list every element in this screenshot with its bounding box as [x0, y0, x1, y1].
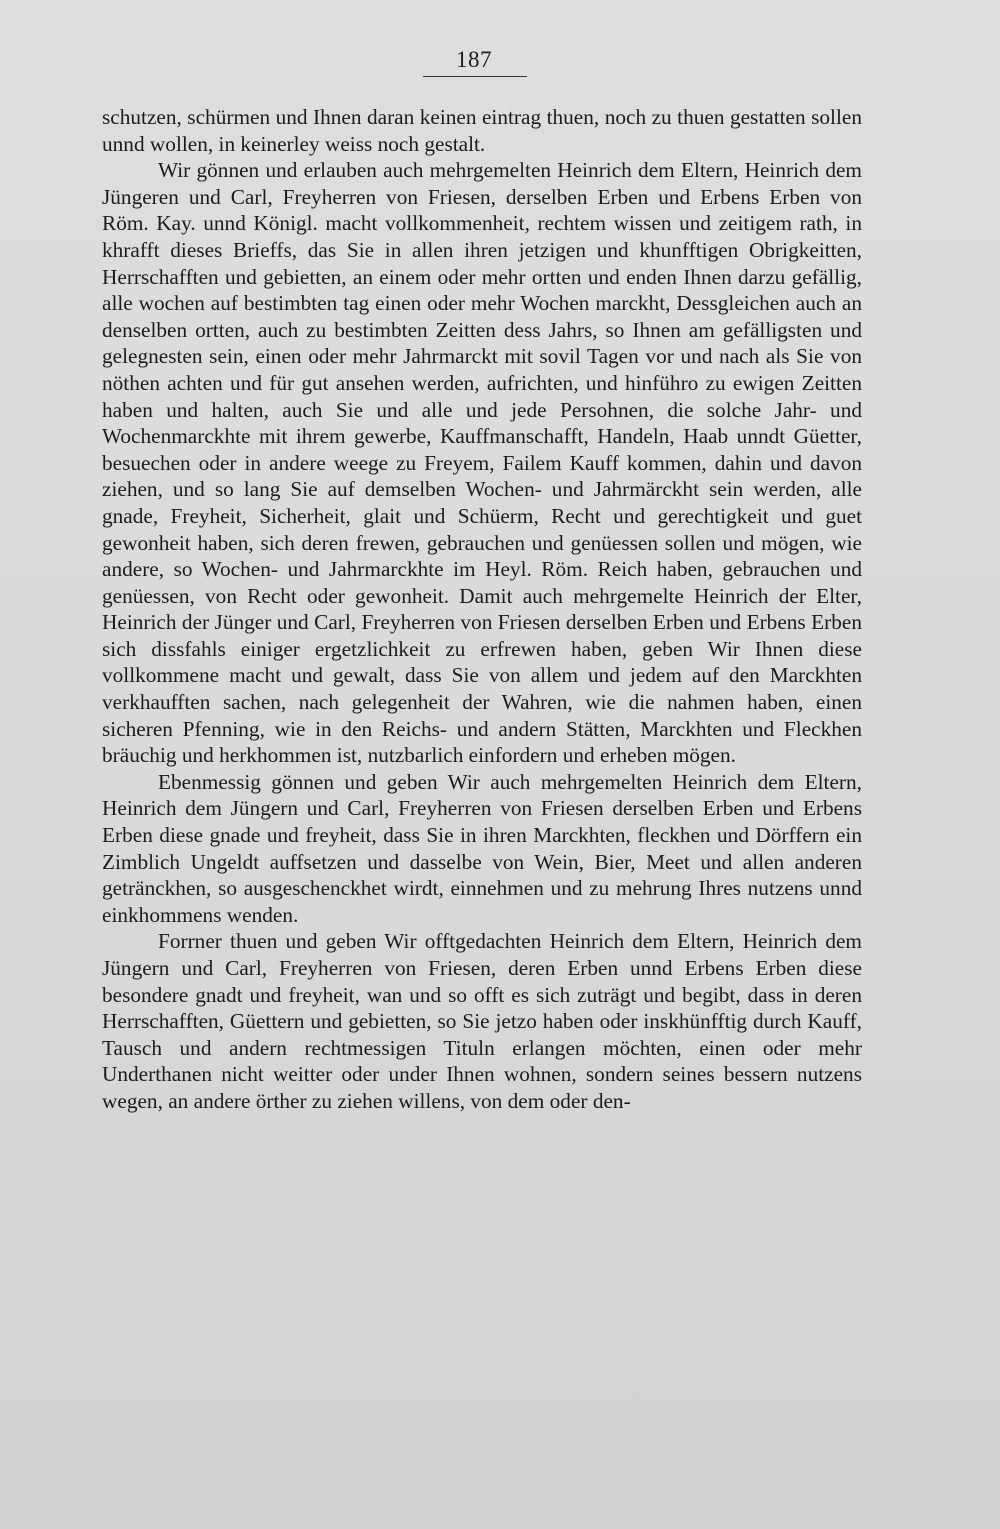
body-text [102, 104, 862, 1115]
page-number: 187 [456, 47, 492, 72]
paragraph: schutzen, schürmen und Ihnen daran keinen eintrag thuen, noch zu thuen gestatten sollen unnd wollen, in keinerley weiss noch gestalt. [102, 105, 862, 156]
page-number-rule [423, 76, 527, 77]
paragraph: Forrner thuen und geben Wir offtgedachten Heinrich dem Eltern, Heinrich dem Jüngern und Carl, Freyherren von Friesen, deren Erben unnd Erbens Erben diese besondere gnadt und freyheit, wan und so offt es sich zuträgt und begibt, dass in deren Herrschafften, Güettern und gebietten, so Sie jetzo haben oder inskhünfftig durch Kauff, Tausch und andern rechtmessigen Tituln erlangen möchten, einen oder mehr Underthanen nicht weitter oder under Ihnen wohnen, sondern seines bessern nutzens wegen, an andere örther zu ziehen willens, von dem oder den- [102, 929, 862, 1113]
paragraph: Ebenmessig gönnen und geben Wir auch mehrgemelten Heinrich dem Eltern, Heinrich dem Jüngern und Carl, Freyherren von Friesen derselben Erben und Erbens Erben diese gnade und freyheit, dass Sie in ihren Marckhten, fleckhen und Dörffern ein Zimblich Ungeldt auffsetzen und dasselbe von Wein, Bier, Meet und allen anderen getränckhen, so ausgeschenckhet wirdt, einnehmen und zu mehrung Ihres nutzens unnd einkhommens wenden. [102, 769, 862, 927]
paragraph: Wir gönnen und erlauben auch mehrgemelten Heinrich dem Eltern, Heinrich dem Jüngeren und Carl, Freyherren von Friesen, derselben Erben und Erbens Erben von Röm. Kay. unnd Königl. macht vollkommenheit, rechtem wissen und zeitigem rath, in khrafft dieses Brieffs, das Sie in allen ihren jetzigen und khunfftigen Obrigkeitten, Herrschafften und gebietten, an einem oder mehr ortten und enden Ihnen darzu gefällig, alle wochen auf bestimbten tag einen oder mehr Wochen marckht, Dessgleichen auch an denselben ortten, auch zu bestimbten Zeitten dess Jahrs, so Ihnen am gefälligsten und gelegnesten sein, einen oder mehr Jahrmarckt mit sovil Tagen vor und nach als Sie von nöthen achten und für gut ansehen werden, aufrichten, und hinführo zu ewigen Zeitten haben und halten, auch Sie und alle und jede Persohnen, die solche Jahr- und Wochenmarckhte mit ihrem gewerbe, Kauffmanschafft, Handeln, Haab unndt Güetter, besuechen oder in andere weege zu Freyem, Failem Kauff kommen, dahin und davon ziehen, und so lang Sie auf demselben Wochen- und Jahrmärckht sein werden, alle gnade, Freyheit, Sicherheit, glait und Schüerm, Recht und gerechtigkeit und guet gewonheit haben, sich deren frewen, gebrauchen und genüessen sollen und mögen, wie andere, so Wochen- und Jahrmarckhte im Heyl. Röm. Reich haben, gebrauchen und genüessen, von Recht oder gewonheit. Damit auch mehrgemelte Heinrich der Elter, Heinrich der Jünger und Carl, Freyherren von Friesen derselben Erben und Erbens Erben sich dissfahls einiger ergetzlichkeit zu erfrewen haben, geben Wir Ihnen diese vollkommene macht und gewalt, dass Sie von allem und jedem auf den Marckhten verkhaufften sachen, nach gelegenheit der Wahren, wie die nahmen haben, einen sicheren Pfenning, wie in den Reichs- und andern Stätten, Marckhten und Fleckhen bräuchig und herkhommen ist, nutzbarlich einfordern und erheben mögen. [102, 158, 862, 768]
